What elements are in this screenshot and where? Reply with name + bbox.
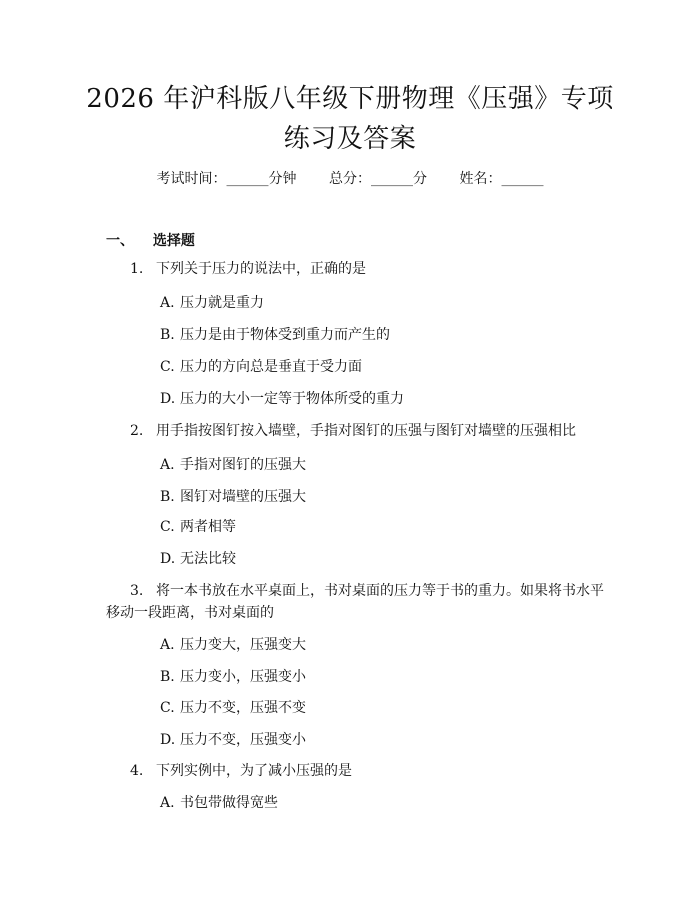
- document-title-line2: 练习及答案: [283, 124, 417, 154]
- option-text: 压力的方向总是垂直于受力面: [180, 359, 362, 375]
- section-heading: [106, 230, 195, 250]
- question-2-option-c: [160, 516, 236, 536]
- option-text: 书包带做得宽些: [180, 795, 278, 811]
- option-letter: C.: [160, 519, 175, 535]
- exam-score: 总分：______分: [329, 171, 427, 187]
- question-1-option-d: [160, 388, 404, 408]
- question-1-option-a: [160, 292, 264, 312]
- question-2-option-a: [160, 454, 306, 474]
- option-text: 压力不变，压强不变: [180, 700, 306, 716]
- question-number: 1.: [130, 261, 144, 277]
- question-4-option-a: [160, 792, 278, 812]
- option-letter: D.: [160, 732, 176, 748]
- question-3-option-a: [160, 634, 306, 654]
- question-3: [130, 580, 604, 602]
- section-label: 选择题: [152, 233, 195, 249]
- exam-time: 考试时间：______分钟: [156, 171, 297, 187]
- option-letter: B.: [160, 669, 175, 685]
- question-1-option-c: [160, 356, 362, 376]
- exam-name: 姓名：______: [459, 171, 544, 187]
- question-number: 4.: [130, 763, 144, 779]
- question-3-option-d: [160, 729, 306, 749]
- option-text: 压力变小，压强变小: [180, 669, 306, 685]
- question-number: 3.: [130, 583, 144, 599]
- option-letter: A.: [160, 795, 175, 811]
- option-letter: A.: [160, 637, 175, 653]
- document-title-line1: 2026 年沪科版八年级下册物理《压强》专项: [86, 84, 614, 114]
- question-2-option-d: [160, 548, 236, 568]
- question-text: 下列实例中，为了减小压强的是: [156, 763, 352, 779]
- option-text: 两者相等: [180, 519, 236, 535]
- question-2-option-b: [160, 486, 306, 506]
- option-text: 压力是由于物体受到重力而产生的: [180, 327, 390, 343]
- question-number: 2.: [130, 423, 144, 439]
- option-text: 压力不变，压强变小: [180, 732, 306, 748]
- option-text: 图钉对墙壁的压强大: [180, 489, 306, 505]
- option-letter: B.: [160, 327, 175, 343]
- option-letter: B.: [160, 489, 175, 505]
- question-4: [130, 760, 352, 782]
- option-text: 压力就是重力: [180, 295, 264, 311]
- question-3-continued: [106, 602, 274, 624]
- question-1: [130, 258, 366, 280]
- option-letter: A.: [160, 457, 175, 473]
- option-text: 压力变大，压强变大: [180, 637, 306, 653]
- question-text: 下列关于压力的说法中，正确的是: [156, 261, 366, 277]
- section-number: 一、: [106, 233, 134, 249]
- option-text: 压力的大小一定等于物体所受的重力: [180, 391, 404, 407]
- question-text-continued: 移动一段距离，书对桌面的: [106, 605, 274, 621]
- question-text: 用手指按图钉按入墙壁，手指对图钉的压强与图钉对墙壁的压强相比: [156, 423, 576, 439]
- option-text: 无法比较: [180, 551, 236, 567]
- exam-info: [0, 168, 700, 188]
- question-1-option-b: [160, 324, 390, 344]
- question-2: [130, 420, 576, 442]
- question-3-option-c: [160, 697, 306, 717]
- option-letter: C.: [160, 359, 175, 375]
- option-letter: A.: [160, 295, 175, 311]
- option-letter: D.: [160, 391, 176, 407]
- question-3-option-b: [160, 666, 306, 686]
- option-letter: C.: [160, 700, 175, 716]
- question-text: 将一本书放在水平桌面上，书对桌面的压力等于书的重力。如果将书水平: [156, 583, 604, 599]
- option-text: 手指对图钉的压强大: [180, 457, 306, 473]
- option-letter: D.: [160, 551, 176, 567]
